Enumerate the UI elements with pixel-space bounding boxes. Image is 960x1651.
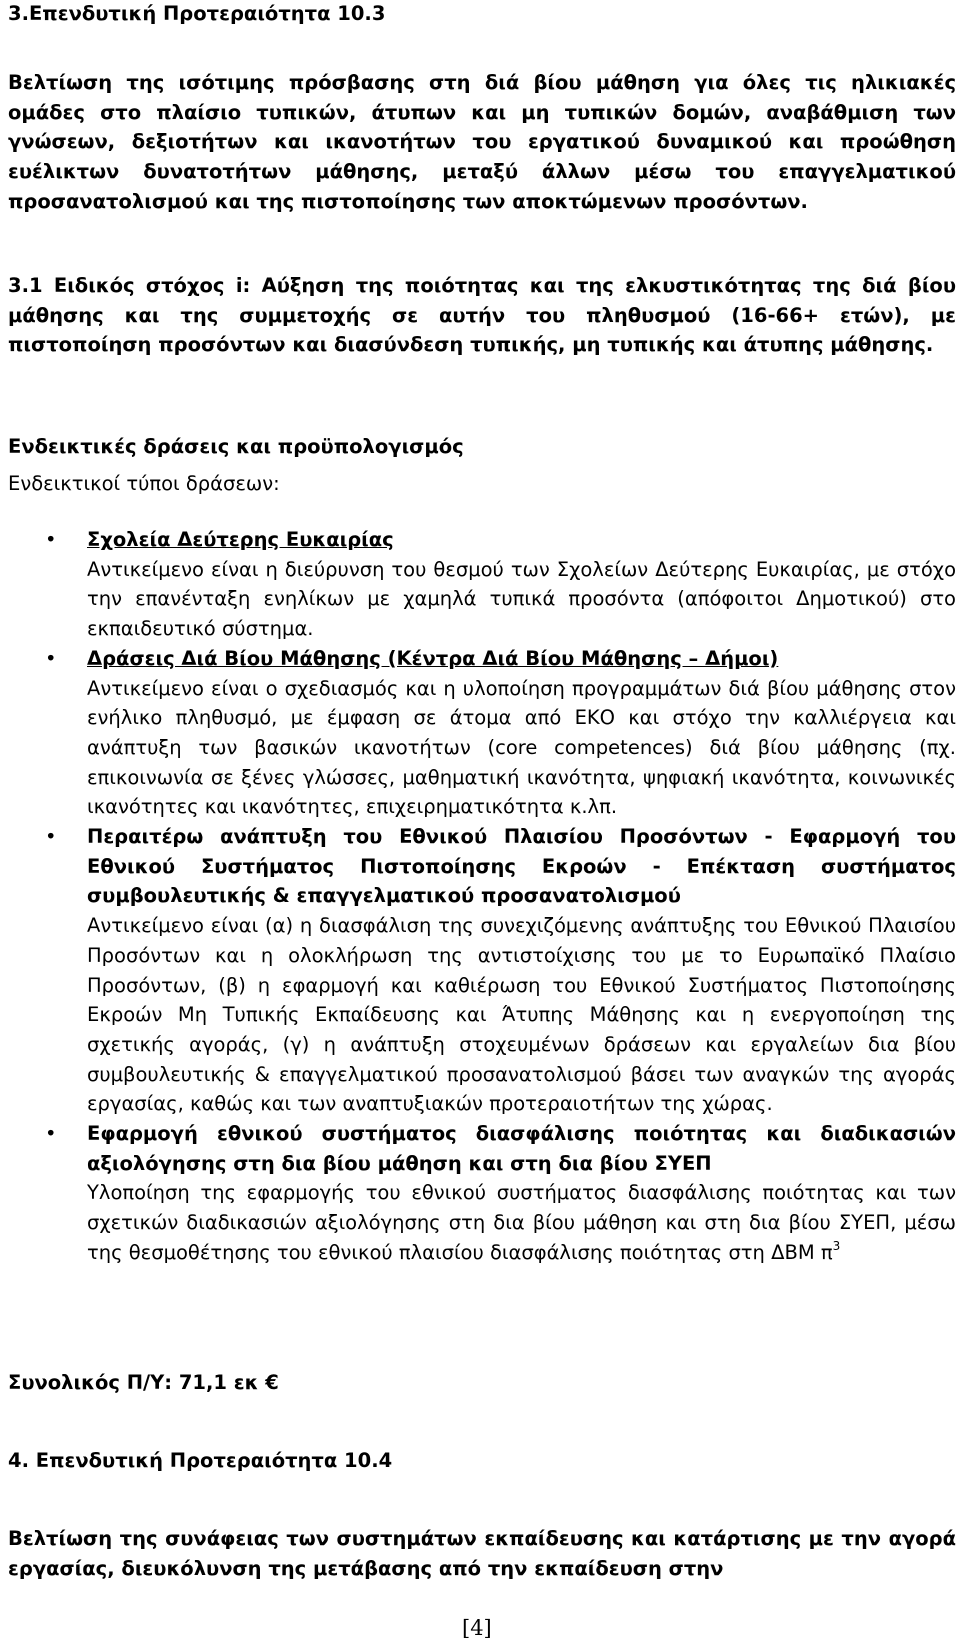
footnote-reference[interactable]: 3 (832, 1238, 841, 1253)
action-body: Αντικείμενο είναι ο σχεδιασμός και η υλοποίηση προγραμμάτων διά βίου μάθησης στον ενήλικο πληθυσμό, με έμφαση σε άτομα από ΕΚΟ και στόχο την καλλιέργεια και ανάπτυξη των βασικών ικανοτήτων (core competences) διά βίου μάθησης (πχ. επικοινωνία σε ξένες γλώσσες, μαθηματική ικανότητα, ψηφιακή ικανότητα, κοινωνικές ικανότητες και ικανότητες, επιχειρηματικότητα κ.λπ. (87, 676, 956, 819)
priority-3-heading: 3.Επενδυτική Προτεραιότητα 10.3 (8, 2, 386, 25)
action-title: Δράσεις Διά Βίου Μάθησης (Κέντρα Διά Βίου Μάθησης – Δήμοι) (87, 646, 779, 670)
actions-list (8, 525, 956, 1271)
bullet-icon: • (45, 825, 57, 849)
total-budget: Συνολικός Π/Υ: 71,1 εκ € (8, 1371, 279, 1394)
action-title: Περαιτέρω ανάπτυξη του Εθνικού Πλαισίου Προσόντων - Εφαρμογή του Εθνικού Συστήματος Πιστοποίησης Εκροών - Επέκταση συστήματος συμβουλευτικής & επαγγελματικού προσανατολισμού (87, 825, 956, 908)
actions-subheading: Ενδεικτικοί τύποι δράσεων: (8, 472, 280, 495)
list-item (8, 644, 956, 822)
specific-objective: 3.1 Ειδικός στόχος i: Αύξηση της ποιότητας και της ελκυστικότητας της διά βίου μάθησης και της συμμετοχής σε αυτήν του πληθυσμού (16-66+ ετών), με πιστοποίηση προσόντων και διασύνδεση τυπικής, μη τυπικής και άτυπης μάθησης. (8, 274, 956, 357)
actions-heading: Ενδεικτικές δράσεις και προϋπολογισμός (8, 435, 464, 458)
bullet-icon: • (45, 646, 57, 670)
action-body: Αντικείμενο είναι (α) η διασφάλιση της συνεχιζόμενης ανάπτυξης του Εθνικού Πλαισίου Προσόντων και η ολοκλήρωση της αντιστοίχισης του με το Ευρωπαϊκό Πλαίσιο Προσόντων, (β) η εφαρμογή και καθιέρωση του Εθνικού Συστήματος Πιστοποίησης Εκροών Μη Τυπικής Εκπαίδευσης και Άτυπης Μάθησης και η ενεργοποίηση της σχετικής αγοράς, (γ) η ανάπτυξη στοχευμένων δράσεων και εργαλείων δια βίου συμβουλευτικής & επαγγελματικού προσανατολισμού βάσει των αναγκών της αγοράς εργασίας, καθώς και των αναπτυξιακών προτεραιοτήτων της χώρας. (87, 914, 956, 1116)
page-number: [4] (462, 1616, 492, 1640)
list-item (8, 525, 956, 644)
action-body (87, 1178, 956, 1270)
bullet-icon: • (45, 528, 57, 551)
priority-4-description: Βελτίωση της συνάφειας των συστημάτων εκπαίδευσης και κατάρτισης με την αγορά εργασίας, διευκόλυνση της μετάβασης από την εκπαίδευση στην (8, 1527, 956, 1580)
list-item (8, 822, 956, 1119)
priority-3-description: Βελτίωση της ισότιμης πρόσβασης στη διά βίου μάθηση για όλες τις ηλικιακές ομάδες στο πλαίσιο τυπικών, άτυπων και μη τυπικών δομών, αναβάθμιση των γνώσεων, δεξιοτήτων και ικανοτήτων του εργατικού δυναμικού και προώθηση ευέλικτων δυνατοτήτων μάθησης, μεταξύ άλλων μέσω του επαγγελματικού προσανατολισμού και της πιστοποίησης των αποκτώμενων προσόντων. (8, 71, 956, 213)
action-title: Σχολεία Δεύτερης Ευκαιρίας (87, 528, 394, 551)
action-body: Αντικείμενο είναι η διεύρυνση του θεσμού των Σχολείων Δεύτερης Ευκαιρίας, με στόχο την επανένταξη ενηλίκων με χαμηλά τυπικά προσόντα (απόφοιτοι Δημοτικού) στο εκπαιδευτικό σύστημα. (87, 557, 956, 641)
action-body-text: Υλοποίηση της εφαρμογής του εθνικού συστήματος διασφάλισης ποιότητας και των σχετικών διαδικασιών αξιολόγησης στη δια βίου μάθηση και στη δια βίου ΣΥΕΠ, μέσω της θεσμοθέτησης του εθνικού πλαισίου διασφάλισης ποιότητας στη ΔΒΜ π (87, 1181, 956, 1264)
bullet-icon: • (45, 1122, 57, 1146)
list-item (8, 1119, 956, 1271)
priority-4-heading: 4. Επενδυτική Προτεραιότητα 10.4 (8, 1449, 393, 1472)
action-title: Εφαρμογή εθνικού συστήματος διασφάλισης ποιότητας και διαδικασιών αξιολόγησης στη δια βίου μάθηση και στη δια βίου ΣΥΕΠ (87, 1122, 956, 1175)
